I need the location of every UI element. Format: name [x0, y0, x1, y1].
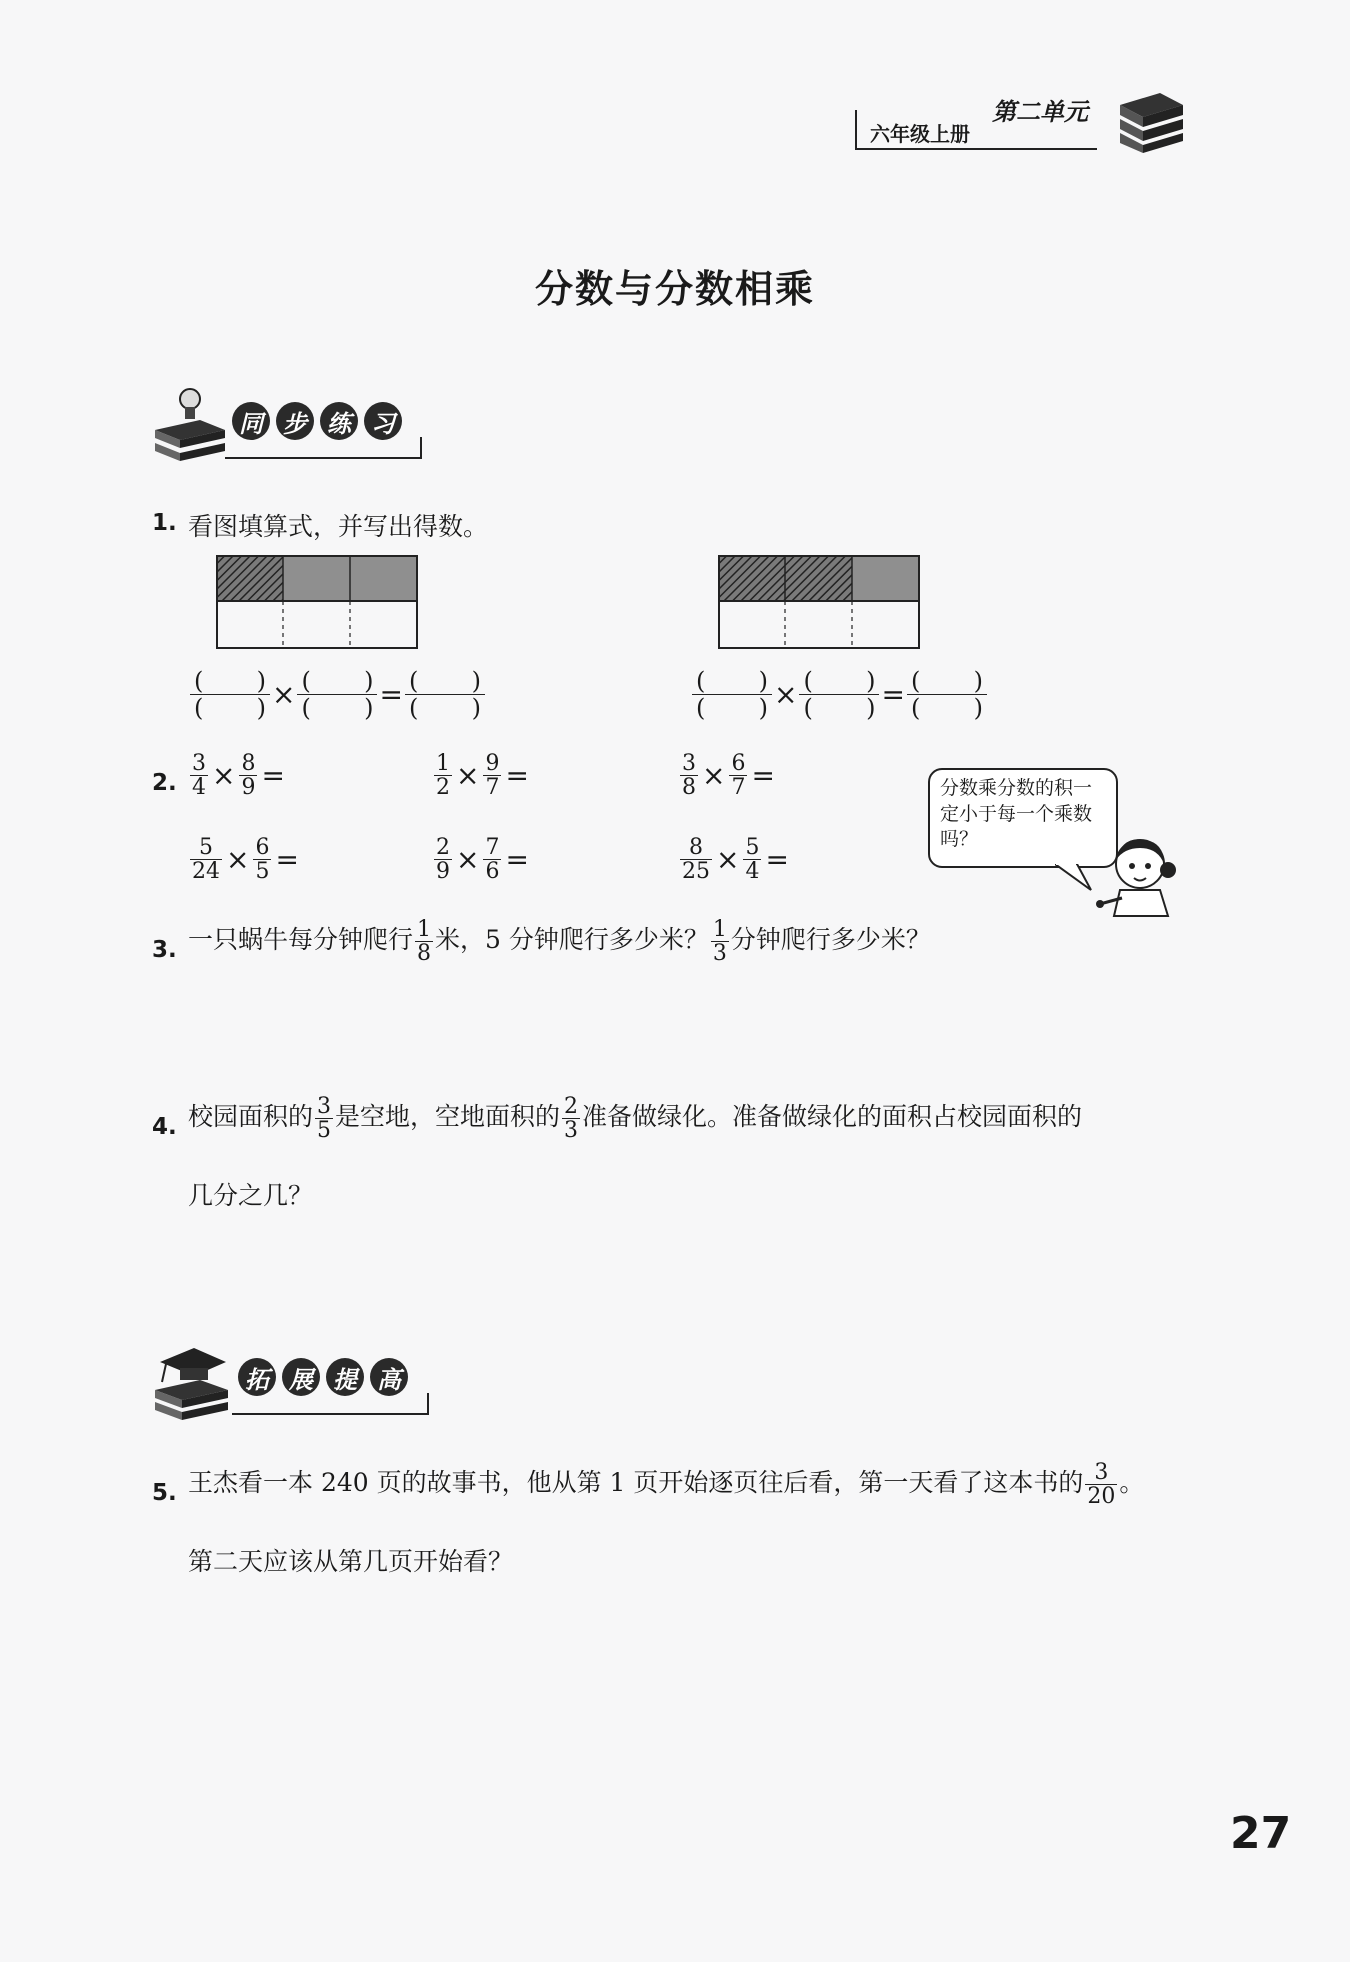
speech-bubble: 分数乘分数的积一定小于每一个乘数吗？: [928, 768, 1118, 868]
fraction-diagram-right: [718, 555, 920, 653]
question-text: 一只蜗牛每分钟爬行 $\frac{1}{8}$ 米，5 分钟爬行多少米？ $\frac{1}{3}$ 分钟爬行多少米？: [188, 917, 931, 967]
answer-blank-row-left: [190, 668, 485, 722]
badge-underline: [225, 437, 422, 459]
question-number: 2.: [152, 770, 177, 796]
times-sign: ×: [272, 678, 296, 712]
page-title: 分数与分数相乘: [534, 266, 815, 311]
question-number: 1.: [152, 510, 177, 536]
question-text: 校园面积的 $\frac{3}{5}$ 是空地，空地面积的 $\frac{2}{3}$ 准备做绿化。准备做绿化的面积占校园面积的: [188, 1094, 1083, 1144]
badge-char: 高: [370, 1358, 408, 1396]
badge-underline: [232, 1393, 429, 1415]
grade-label: 六年级上册: [870, 122, 970, 146]
fraction-diagram-left: [216, 555, 418, 653]
lamp-books-icon: [150, 385, 230, 469]
graduation-cap-books-icon: [150, 1340, 232, 1426]
girl-icon: [1092, 830, 1184, 926]
answer-blank-row-right: [692, 668, 987, 722]
question-number: 5.: [152, 1480, 177, 1506]
question-text-line2: 几分之几？: [188, 1181, 314, 1210]
calc-item: $\frac{2}{9}$ × $\frac{7}{6}$ =: [436, 835, 529, 885]
badge-char: 练: [320, 402, 358, 440]
question-text: 看图填算式，并写出得数。: [188, 512, 489, 541]
fraction-blank[interactable]: ( ) ( ): [297, 668, 377, 722]
header-stack-icon: [1115, 85, 1185, 159]
badge-char: 展: [282, 1358, 320, 1396]
question-number: 3.: [152, 937, 177, 963]
fraction-blank[interactable]: ( ) ( ): [692, 668, 772, 722]
question-text: 王杰看一本 240 页的故事书，他从第 1 页开始逐页往后看，第一天看了这本书的 $\frac{3}{20}$ 。: [188, 1460, 1145, 1510]
fraction-blank[interactable]: ( ) ( ): [799, 668, 879, 722]
unit-label: 第二单元: [992, 98, 1088, 126]
badge-char: 习: [364, 402, 402, 440]
section-badge-extension: [238, 1358, 408, 1396]
fraction-blank[interactable]: ( ) ( ): [190, 668, 270, 722]
bubble-tail: [1055, 864, 1095, 896]
times-sign: ×: [774, 678, 798, 712]
calc-item: $\frac{8}{25}$ × $\frac{5}{4}$ =: [682, 835, 789, 885]
equals-sign: =: [881, 678, 905, 712]
badge-char: 提: [326, 1358, 364, 1396]
question-text-line2: 第二天应该从第几页开始看？: [188, 1547, 514, 1576]
section-badge-practice: [232, 402, 402, 440]
question-number: 4.: [152, 1114, 177, 1140]
fraction-blank[interactable]: ( ) ( ): [907, 668, 987, 722]
page-number: 27: [1230, 1808, 1292, 1859]
badge-char: 同: [232, 402, 270, 440]
calc-item: $\frac{1}{2}$ × $\frac{9}{7}$ =: [436, 751, 529, 801]
calc-item: $\frac{5}{24}$ × $\frac{6}{5}$ =: [192, 835, 299, 885]
badge-char: 拓: [238, 1358, 276, 1396]
calc-item: $\frac{3}{4}$ × $\frac{8}{9}$ =: [192, 751, 285, 801]
fraction-blank[interactable]: ( ) ( ): [405, 668, 485, 722]
calc-item: $\frac{3}{8}$ × $\frac{6}{7}$ =: [682, 751, 775, 801]
badge-char: 步: [276, 402, 314, 440]
equals-sign: =: [379, 678, 403, 712]
